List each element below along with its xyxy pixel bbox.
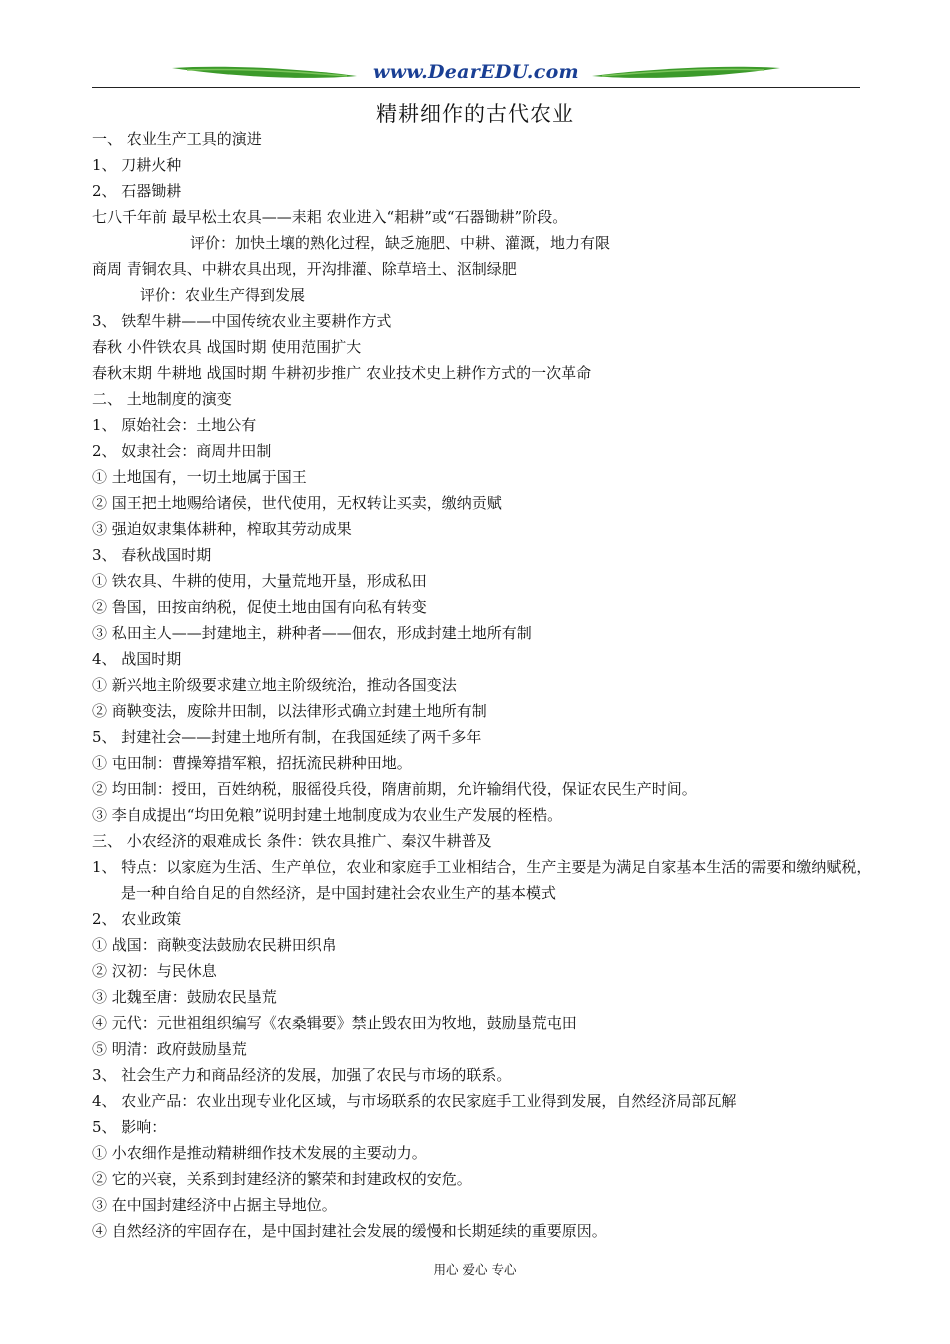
text-line: 春秋末期 牛耕地 战国时期 牛耕初步推广 农业技术史上耕作方式的一次革命: [92, 364, 592, 382]
sub-item: ④ 自然经济的牢固存在，是中国封建社会发展的缓慢和长期延续的重要原因。: [92, 1222, 607, 1240]
header-banner: [92, 60, 860, 90]
list-item: 2、 农业政策: [92, 910, 182, 928]
header-rule: [92, 87, 860, 88]
sub-item: ③ 在中国封建经济中占据主导地位。: [92, 1196, 337, 1214]
list-item: 1、 特点：以家庭为生活、生产单位，农业和家庭手工业相结合，生产主要是为满足自家基本生活的需要和缴纳赋税，是一种自给自足的自然经济，是中国封建社会农业生产的基本模式: [92, 858, 872, 902]
list-item: 4、 战国时期: [92, 650, 182, 668]
list-item: 3、 社会生产力和商品经济的发展，加强了农民与市场的联系。: [92, 1066, 512, 1084]
sub-item: ③ 李自成提出“均田免粮”说明封建土地制度成为农业生产发展的桎梏。: [92, 806, 563, 824]
sub-item: ② 汉初：与民休息: [92, 962, 217, 980]
sub-item: ① 战国：商鞅变法鼓励农民耕田织帛: [92, 936, 337, 954]
text-line: 春秋 小件铁农具 战国时期 使用范围扩大: [92, 338, 362, 356]
sub-item: ② 商鞅变法，废除井田制，以法律形式确立封建土地所有制: [92, 702, 487, 720]
sub-item: ② 鲁国，田按亩纳税，促使土地由国有向私有转变: [92, 598, 427, 616]
text-line: 商周 青铜农具、中耕农具出现，开沟排灌、除草培土、沤制绿肥: [92, 260, 517, 278]
evaluation-line: 评价：农业生产得到发展: [140, 286, 306, 304]
sub-item: ③ 强迫奴隶集体耕种，榨取其劳动成果: [92, 520, 352, 538]
sub-item: ⑤ 明清：政府鼓励垦荒: [92, 1040, 247, 1058]
sub-item: ① 新兴地主阶级要求建立地主阶级统治，推动各国变法: [92, 676, 457, 694]
section-heading: 三、 小农经济的艰难成长 条件：铁农具推广、秦汉牛耕普及: [92, 832, 492, 850]
list-item: 4、 农业产品：农业出现专业化区域，与市场联系的农民家庭手工业得到发展，自然经济局部瓦解: [92, 1092, 737, 1110]
text-line: 七八千年前 最早松土农具——耒耜 农业进入“耜耕”或“石器锄耕”阶段。: [92, 208, 568, 226]
sub-item: ② 均田制：授田，百姓纳税，服徭役兵役，隋唐前期，允许输绢代役，保证农民生产时间。: [92, 780, 697, 798]
sub-item: ② 国王把土地赐给诸侯，世代使用，无权转让买卖，缴纳贡赋: [92, 494, 502, 512]
page-title: 精耕细作的古代农业: [376, 102, 574, 126]
list-item: 1、 刀耕火种: [92, 156, 182, 174]
sub-item: ① 屯田制：曹操筹措军粮，招抚流民耕种田地。: [92, 754, 412, 772]
sub-item: ① 小农细作是推动精耕细作技术发展的主要动力。: [92, 1144, 427, 1162]
list-item: 5、 影响：: [92, 1118, 167, 1136]
section-heading: 一、 农业生产工具的演进: [92, 130, 262, 148]
sub-item: ① 土地国有，一切土地属于国王: [92, 468, 307, 486]
page-footer: 用心 爱心 专心: [433, 1262, 517, 1277]
list-item: 3、 春秋战国时期: [92, 546, 212, 564]
site-logo: www.DearEDU.com: [373, 61, 579, 83]
sub-item: ③ 私田主人——封建地主，耕种者——佃农，形成封建土地所有制: [92, 624, 532, 642]
list-item: 1、 原始社会：土地公有: [92, 416, 257, 434]
list-item: 3、 铁犁牛耕——中国传统农业主要耕作方式: [92, 312, 392, 330]
sub-item: ① 铁农具、牛耕的使用，大量荒地开垦，形成私田: [92, 572, 427, 590]
sub-item: ④ 元代：元世祖组织编写《农桑辑要》禁止毁农田为牧地，鼓励垦荒屯田: [92, 1014, 577, 1032]
list-item: 2、 奴隶社会：商周井田制: [92, 442, 272, 460]
list-item: 5、 封建社会——封建土地所有制，在我国延续了两千多年: [92, 728, 482, 746]
evaluation-line: 评价：加快土壤的熟化过程，缺乏施肥、中耕、灌溉，地力有限: [190, 234, 611, 252]
sub-item: ③ 北魏至唐：鼓励农民垦荒: [92, 988, 277, 1006]
sub-item: ② 它的兴衰，关系到封建经济的繁荣和封建政权的安危。: [92, 1170, 472, 1188]
list-item: 2、 石器锄耕: [92, 182, 182, 200]
document-body: [92, 126, 872, 1244]
section-heading: 二、 土地制度的演变: [92, 390, 232, 408]
